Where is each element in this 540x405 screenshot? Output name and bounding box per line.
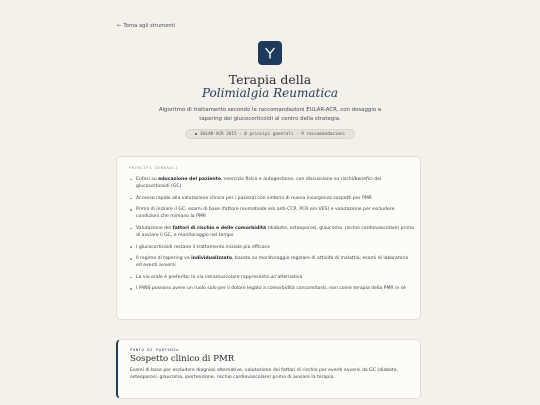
page-subtitle: Algoritmo di trattamento secondo le raccomandazioni EULAR-ACR, con dosaggio e tapering dei glucocorticoidi al centro della strategia. [158, 107, 382, 122]
y-fork-icon [263, 46, 277, 60]
start-point-card[interactable] [116, 339, 421, 399]
principle-item: I FANS possono avere un ruolo solo per il dolore legato a comorbidità concomitanti, non come terapia della PMR in sé [129, 285, 414, 292]
guideline-badge-label: EULAR-ACR 2015 · 8 principi generali · 9 raccomandazioni [200, 131, 346, 137]
principles-card-label: PRINCIPI GENERALI [129, 165, 179, 170]
app-logo [258, 41, 282, 65]
principle-item: Enfasi su educazione del paziente, esercizio fisico e autogestione, con discussione su rischi/benefici dei glucocorticoidi (GC) [129, 176, 414, 190]
page-title-line1: Terapia della [228, 72, 312, 87]
principle-item: La via orale è preferita; la via intramuscolare rappresenta un'alternativa [129, 274, 414, 281]
principle-item: Prima di iniziare il GC: esami di base (fattore reumatoide e/o anti-CCP, PCR e/o VES) e valutazione per escludere condizioni che mimano la PMR [129, 206, 414, 220]
start-point-label: PUNTO DI PARTENZA [130, 347, 180, 352]
principles-card [116, 156, 421, 320]
guideline-badge [185, 129, 355, 139]
principle-item: Accesso rapido alla valutazione clinica per i pazienti con sintomi di nuova insorgenza sospetti per PMR [129, 195, 414, 202]
start-point-text: Esami di base per escludere diagnosi alternative, valutazione dei fattori di rischio per eventi avversi da GC (diabete, osteoporosi, glaucoma, ipertensione, rischio cardiovascolare) prima di avviare la terapia. [130, 368, 399, 381]
start-point-title: Sospetto clinico di PMR [130, 354, 235, 364]
principle-item: Valutazione dei fattori di rischio e delle comorbidità (diabete, osteoporosi, glaucoma, rischio cardiovascolare) prima di avviare il GC, e monitoraggio nel tempo [129, 225, 414, 239]
back-link-label: Torna agli strumenti [123, 23, 176, 29]
principle-item: Il regime di tapering va individualizzato, basato su monitoraggio regolare di attività di malattia, esami di laboratorio ed eventi avversi [129, 255, 414, 269]
arrow-left-icon: ← [117, 23, 122, 29]
bullet-dot-icon [195, 133, 198, 136]
principles-list [129, 176, 414, 297]
back-link[interactable] [117, 23, 175, 29]
page-title-line2: Polimialgia Reumatica [201, 86, 339, 100]
principle-item: I glucocorticoidi restano il trattamento iniziale più efficace [129, 244, 414, 251]
